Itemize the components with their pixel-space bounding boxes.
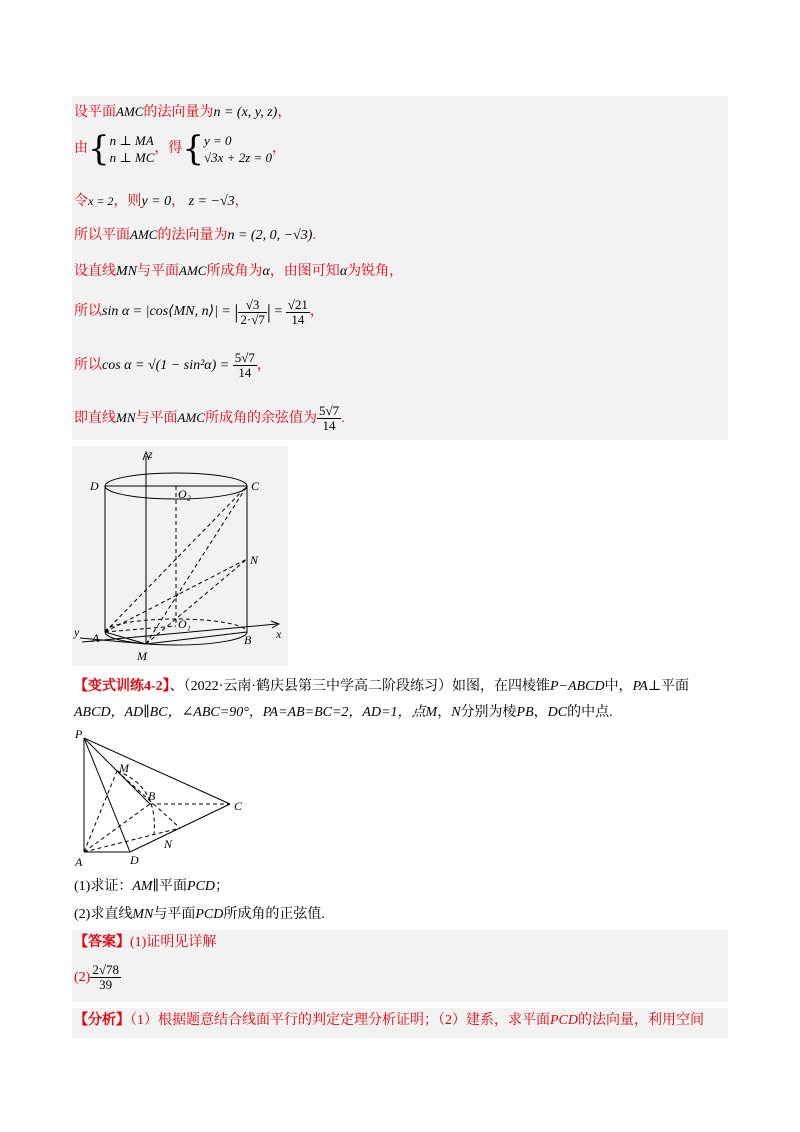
label-n: N (250, 553, 259, 567)
pyramid-figure (72, 726, 262, 872)
solution-line-2: 由{ n ⊥ MA n ⊥ MC ，得{ y = 0 √3x + 2z = 0 ， (74, 129, 287, 169)
fraction: $\frac{5√7}{14}$ (318, 403, 340, 434)
solution-line-6: 所以sin α = |cos⟨MN, n⟩| = | $\frac{√3}{2\cdot√7}$ | = $\frac{√21}{14}$ ， (74, 296, 324, 327)
edge-ab (84, 804, 150, 852)
label-b: B (148, 789, 156, 803)
label-c: C (234, 799, 243, 813)
problem-line-2: ABCD，AD∥BC，∠ABC=90°，PA=AB=BC=2，AD=1，点M，N分别为棱PB，DC的中点. (74, 705, 613, 720)
answer-line-2: (2) $\frac{2√78}{39}$ (74, 962, 119, 993)
fraction: $\frac{√3}{2\cdot√7}$ (240, 296, 265, 327)
label-m: M (137, 649, 147, 663)
label-y: y (74, 625, 80, 639)
label-o1: O₁ (178, 617, 191, 631)
equation-system: y = 0 √3x + 2z = 0 (204, 133, 273, 165)
question-1: (1)求证：AM∥平面PCD； (74, 879, 230, 894)
left-brace: { (182, 129, 205, 169)
label-d: D (90, 479, 99, 493)
analysis-line: 【分析】（1）根据题意结合线面平行的判定定理分析证明；（2）建系，求平面PCD的法向量，利用空间 (74, 1013, 704, 1028)
segment-am (84, 771, 117, 852)
solution-line-4: 所以平面AMC的法向量为n = (2, 0, −√3). (74, 227, 316, 243)
fraction: $\frac{5√7}{14}$ (234, 350, 255, 381)
label-d: D (130, 853, 139, 867)
label-o2: O₂ (178, 487, 191, 501)
cylinder-figure (72, 446, 288, 666)
solution-line-8: 即直线MN与平面AMC所成角的余弦值为 $\frac{5√7}{14}$ . (74, 403, 345, 434)
solution-line-7: 所以cos α = √(1 − sin²α) = $\frac{5√7}{14}$ ， (74, 350, 271, 381)
label-c: C (251, 479, 260, 493)
label-b: B (244, 633, 252, 647)
question-2: (2)求直线MN与平面PCD所成角的正弦值. (74, 907, 325, 922)
answer-fraction: $\frac{2√78}{39}$ (92, 962, 119, 993)
edge-pc (84, 738, 230, 804)
solution-line-3: 令x = 2，则y = 0， z = −√3， (74, 194, 249, 209)
label-n: N (164, 837, 173, 851)
fraction: $\frac{√21}{14}$ (287, 296, 308, 327)
label-p: P (75, 727, 83, 741)
left-brace: { (88, 129, 110, 169)
condition-system: n ⊥ MA n ⊥ MC (109, 133, 155, 165)
label-z: z (148, 447, 153, 461)
label-x: x (276, 627, 282, 641)
label-a: A (75, 855, 83, 869)
problem-line-1: 【变式训练4-2】、（2022·云南·鹤庆县第三中学高二阶段练习）如图，在四棱锥P−ABCD中，PA⊥平面 (74, 679, 690, 694)
label-m: M (119, 761, 129, 775)
label-a: A (92, 631, 100, 645)
solution-line-5: 设直线MN与平面AMC所成角为α，由图可知α为锐角， (74, 263, 404, 279)
answer-line-1: 【答案】(1)证明见详解 (74, 935, 217, 950)
solution-line-1: 设平面AMC的法向量为n = (x, y, z)， (74, 104, 292, 120)
